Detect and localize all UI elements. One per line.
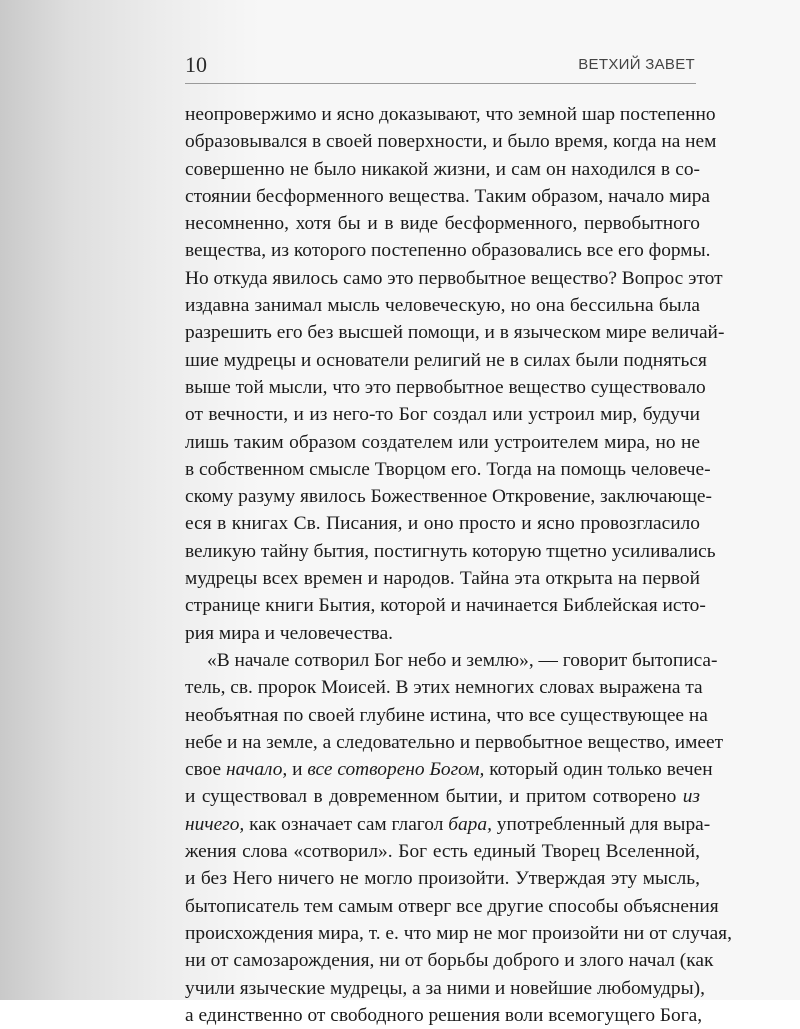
text-line: жения слова «сотворил». Бог есть единый Творец Вселенной, xyxy=(185,841,700,863)
paragraph-2 xyxy=(185,647,732,1029)
text-line: странице книги Бытия, которой и начинается Библейская исто- xyxy=(185,595,706,617)
text-line: в собственном смысле Творцом его. Тогда на помощь человече- xyxy=(185,458,711,480)
text-run: употребленный для выра- xyxy=(491,813,711,835)
text-line: несомненно, хотя бы и в виде бесформенного, первобытного xyxy=(185,213,700,235)
running-title: ВЕТХИЙ ЗАВЕТ xyxy=(578,56,695,73)
italic-term: все сотворено Богом, xyxy=(307,759,485,781)
page-header xyxy=(185,50,695,80)
text-line: совершенно не было никакой жизни, и сам он находился в со- xyxy=(185,158,700,180)
italic-term: начало, xyxy=(226,759,288,781)
text-line: Но откуда явилось само это первобытное вещество? Вопрос этот xyxy=(185,267,723,289)
text-line: скому разуму явилось Божественное Откровение, заключающе- xyxy=(185,486,712,508)
text-line: мудрецы всех времен и народов. Тайна эта открыта на первой xyxy=(185,568,700,590)
text-run: который один только вечен xyxy=(484,759,713,781)
text-line: шие мудрецы и основатели религий не в силах были подняться xyxy=(185,349,707,371)
text-line xyxy=(185,811,711,838)
header-rule xyxy=(185,83,696,84)
italic-term: ничего, xyxy=(185,813,245,835)
text-run: свое xyxy=(185,759,227,781)
text-line xyxy=(185,783,700,810)
text-line: великую тайну бытия, постигнуть которую тщетно усиливались xyxy=(185,540,716,562)
text-run: и существовал в довременном бытии, и притом сотворено xyxy=(185,786,683,808)
text-line: выше той мысли, что это первобытное вещество существовало xyxy=(185,376,706,398)
body-text xyxy=(185,101,732,1029)
paragraph-1 xyxy=(185,101,725,647)
text-run: как означает сам глагол xyxy=(244,813,449,835)
text-line: «В начале сотворил Бог небо и землю», — говорит бытописа- xyxy=(207,649,718,671)
text-line: бытописатель тем самым отверг все другие способы объяснения xyxy=(185,895,719,917)
text-line: вещества, из которого постепенно образовались все его формы. xyxy=(185,240,711,262)
text-line: от вечности, и из него-то Бог создал или устроил мир, будучи xyxy=(185,404,700,426)
text-line: ни от самозарождения, ни от борьбы доброго и злого начал (как xyxy=(185,950,714,972)
text-line: и без Него ничего не могло произойти. Утверждая эту мысль, xyxy=(185,868,700,890)
text-line: издавна занимал мысль человеческую, но она бессильна была xyxy=(185,295,700,317)
text-line: рия мира и человечества. xyxy=(185,622,394,644)
text-line: учили языческие мудрецы, а за ними и новейшие любомудры), xyxy=(185,977,705,999)
text-line: необъятная по своей глубине истина, что все существующее на xyxy=(185,704,708,726)
italic-term: бара, xyxy=(448,813,492,835)
text-line: лишь таким образом создателем или устроителем мира, но не xyxy=(185,431,700,453)
text-line: еся в книгах Св. Писания, и оно просто и ясно провозгласило xyxy=(185,513,700,535)
text-line: неопровержимо и ясно доказывают, что земной шар постепенно xyxy=(185,104,716,125)
text-run: и xyxy=(287,759,308,781)
text-line: небе и на земле, а следовательно и первобытное вещество, имеет xyxy=(185,731,724,753)
text-line: образовывался в своей поверхности, и было время, когда на нем xyxy=(185,131,717,153)
text-line: тель, св. пророк Моисей. В этих немногих словах выражена та xyxy=(185,677,703,699)
text-line: разрешить его без высшей помощи, и в языческом мире величай- xyxy=(185,322,725,344)
text-line: стоянии бесформенного вещества. Таким образом, начало мира xyxy=(185,185,711,207)
text-line: а единственно от свободного решения воли всемогущего Бога, xyxy=(185,1004,703,1026)
text-line xyxy=(185,756,713,783)
text-line: происхождения мира, т. е. что мир не мог произойти ни от случая, xyxy=(185,922,732,944)
page-number: 10 xyxy=(185,52,207,77)
italic-term: из xyxy=(682,786,700,808)
